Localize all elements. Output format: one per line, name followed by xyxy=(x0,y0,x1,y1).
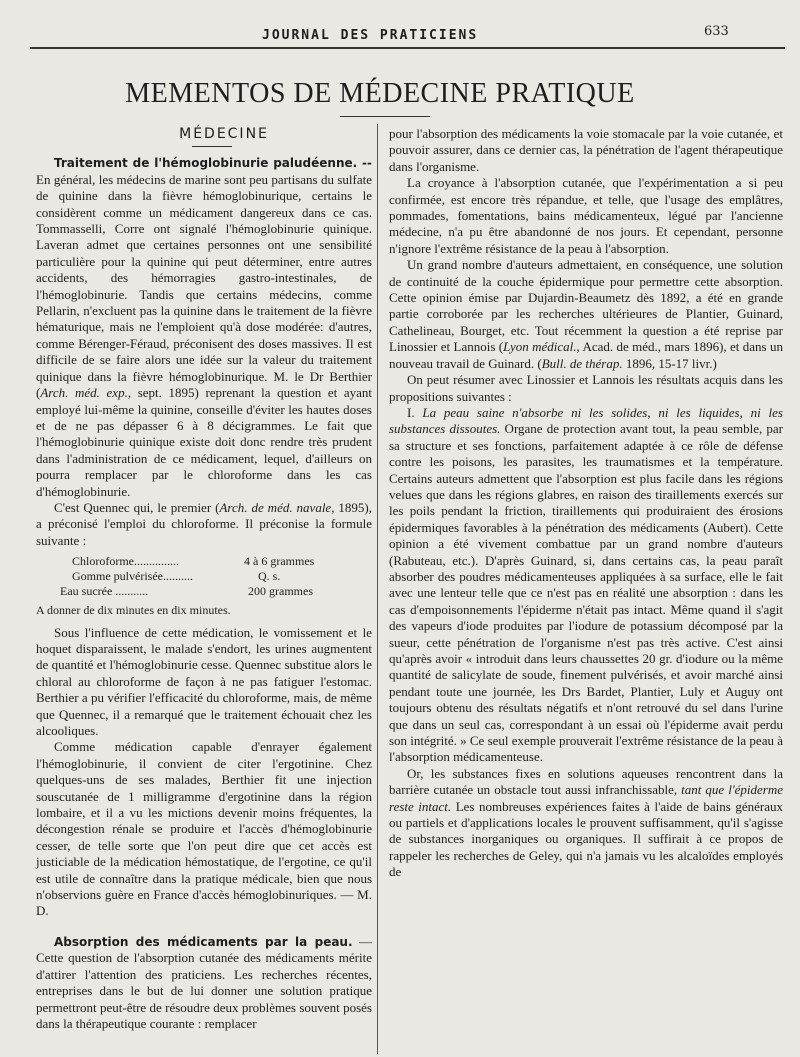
page-number: 633 xyxy=(704,24,729,39)
right-paragraph-5: I. La peau saine n'absorbe ni les solides, ni les liquides, ni les substances dissoutes. Organe de protection avant tout, la peau semble, par sa structure et ses fonctions, parfaitement adaptée à ce rôle de défense contre les poisons, les parasites, les traumatismes et la température. Certains auteurs admettent que l'absorption est plus facile dans les régions velues que dans les régions glabres, en raison des tiraillements exercés sur les poils pendant la friction, tiraillements qui produiraient des érosions épidermiques favorables à la pénétration des médicaments (Aubert). Cette opinion a été vivement combattue par un grand nombre d'auteurs (Rabuteau, etc.). D'après Guinard, si, dans certains cas, la peau paraît absorber des poudres médicamenteuses appliquées à sa surface, elle le fait avec une lenteur telle que ce n'est pas en réalité une absorption : dans les cas d'empoisonnements l'épiderme n'était pas intact. Même quand il s'agit des vapeurs d'iode produites par l'iodure de potassium décomposé par la sueur, cette pénétration de l'organisme n'est pas très active. C'est ainsi qu'après avoir « introduit dans leurs chaussettes 20 gr. d'iodure ou la même quantité de salicylate de soude, finement pulvérisés, et avoir marché ainsi pendant toute une journée, les Drs Bardet, Plantier, Luly et Auguy ont toujours obtenu des résultats négatifs et n'ont retrouvé du sel dans l'urine que dans un seul cas, correspondant à un essai où l'épiderme avait perdu son intégrité. » Ce seul exemple prouverait l'extrême résistance de la peau à l'absorption médicamenteuse. xyxy=(389,404,784,765)
section-heading: MÉDECINE xyxy=(179,126,269,142)
column-divider xyxy=(377,124,378,1054)
article2-paragraph-1: Absorption des médicaments par la peau. — Cette question de l'absorption cutanée des médicaments mérite d'attirer l'attention des praticiens. Les recherches récentes, entreprises dans le but de lui donner une solution pratique permettront peut-être de résoudre deux problèmes souvent posés dans la thérapeutique courante : remplacer xyxy=(36,933,372,1031)
formula-row: Gomme pulvérisée.......... Q. s. xyxy=(72,569,281,584)
right-paragraph-2: La croyance à l'absorption cutanée, que l'expérimentation a si peu confirmée, est encore très répandue, et telle, que l'usage des emplâtres, pommades, fomentations, bains médicamenteux, légué par l'ancienne médecine, n'a pu être abandonné de nos jours. Et cependant, personne n'ignore l'extrême résistance de la peau à l'absorption. xyxy=(389,175,783,256)
running-header xyxy=(0,24,800,46)
article1-paragraph-1: Traitement de l'hémoglobinurie paludéenne. -- En général, les médecins de marine sont peu partisans du sulfate de quinine dans la fièvre hémoglobinurique, certains le considèrent comme un médicament dangereux dans ce cas. Tommasselli, Corre ont signalé l'hémoglobinurie quinique. Laveran admet que certaines personnes ont une sensibilité particulière pour la quinine qui peut déterminer, entre autres accidents, des hémorragies gastro-intestinales, de l'hémoglobinurie. Tandis que certains médecins, comme Pellarin, n'excluent pas la quinine dans le traitement de la fièvre hématurique, mais ne l'emploient qu'à dose modérée: d'autres, comme Bérenger-Féraud, préconisent des doses massives. Il est difficile de se faire alors une idée sur la valeur du traitement quinique dans la fièvre hémoglobinurique. M. le Dr Berthier (Arch. méd. exp., sept. 1895) reprenant la question et ayant employé lui-même la quinine, conseille d'éviter les hautes doses et de ne pas dépasser 6 à 8 décigrammes. Le fait que l'hémoglobinurie quinique existe doit donc rendre très prudent dans l'administration de ce médicament, lequel, d'ailleurs on pourra remplacer par le chloroforme dans les cas d'hémoglobinurie. xyxy=(36,156,372,499)
article2-heading: Absorption des médicaments par la peau. xyxy=(54,934,353,949)
right-paragraph-1: pour l'absorption des médicaments la voie stomacale par la voie cutanée, et pouvoir assurer, dans ce dernier cas, la pénétration de l'agent thérapeutique dans l'organisme. xyxy=(389,126,783,174)
formula-row: Chloroforme............... 4 à 6 grammes xyxy=(72,554,315,569)
article1-paragraph-4: Comme médication capable d'enrayer également l'hémoglobinurie, il convient de citer l'ergotinine. Chez quelques-uns de ses malades, Berthier fit une injection souscutanée de 1 milligramme d'ergotinine dans la région lombaire, et il a vu les mictions devenir moins fréquentes, la décongestion rénale se produire et l'accès d'hémoglobinurie cesser, de telle sorte que l'on peut dire que cet accès est justiciable de la médication hémostatique, de l'ergotine, ce qu'il est utile de connaître dans la pratique médicale, bien que nous n'observions guère en France d'accès hémoglobinuriques. — M. D. xyxy=(36,739,372,919)
title-rule xyxy=(340,116,430,117)
journal-title: JOURNAL DES PRATICIENS xyxy=(262,28,479,43)
formula-row: Eau sucrée ........... 200 grammes xyxy=(60,584,313,599)
right-paragraph-6: Or, les substances fixes en solutions aqueuses rencontrent dans la barrière cutanée un obstacle tout aussi infranchissable, tant que l'épiderme reste intact. Les nombreuses expériences faites à l'aide de bains généraux ou partiels et d'applications locales le prouvent suffisamment, qu'il s'agisse de substances inorganiques ou organiques. Il suffirait à ce propos de rappeler les recherches de Geley, qui n'a jamais vu les alcaloïdes employés de xyxy=(389,765,783,880)
left-column xyxy=(36,126,372,1032)
article1-paragraph-2: C'est Quennec qui, le premier (Arch. de méd. navale, 1895), a préconisé l'emploi du chloroforme. Il préconise la formule suivante : xyxy=(36,499,372,548)
section-rule xyxy=(192,146,232,147)
article1-heading: Traitement de l'hémoglobinurie paludéenne. -- xyxy=(54,156,372,171)
right-column xyxy=(389,126,783,881)
formula-list xyxy=(36,553,372,598)
page-title: MEMENTOS DE MÉDECINE PRATIQUE xyxy=(125,78,635,109)
right-paragraph-3: Un grand nombre d'auteurs admettaient, en conséquence, une solution de continuité de la couche épidermique pour permettre cette absorption. Cette opinion émise par Dujardin-Beaumetz dès 1892, a été en grande partie corroborée par les recherches ultérieures de Plantier, Guinard, Cathelineau, Bourget, etc. Tout récemment la question a été reprise par Linossier et Lannois (Lyon médical., Acad. de méd., mars 1896), et dans un nouveau travail de Guinard. (Bull. de thérap. 1896, 15-17 livr.) xyxy=(389,257,783,371)
formula-note: A donner de dix minutes en dix minutes. xyxy=(36,603,231,618)
header-rule xyxy=(30,47,785,49)
right-paragraph-4: On peut résumer avec Linossier et Lannois les résultats acquis dans les propositions suivantes : xyxy=(389,372,783,404)
article1-paragraph-3: Sous l'influence de cette médication, le vomissement et le hoquet disparaissent, le malade s'endort, les urines augmentent de quantité et l'hémoglobinurie cesse. Quennec substitue alors le chloral au chloroforme de façon à ne pas fatiguer l'estomac. Berthier a pu vérifier l'efficacité du chloroforme, mais, de même que Quennec, il a remarqué que le traitement échouait chez les alcooliques. xyxy=(36,624,372,738)
